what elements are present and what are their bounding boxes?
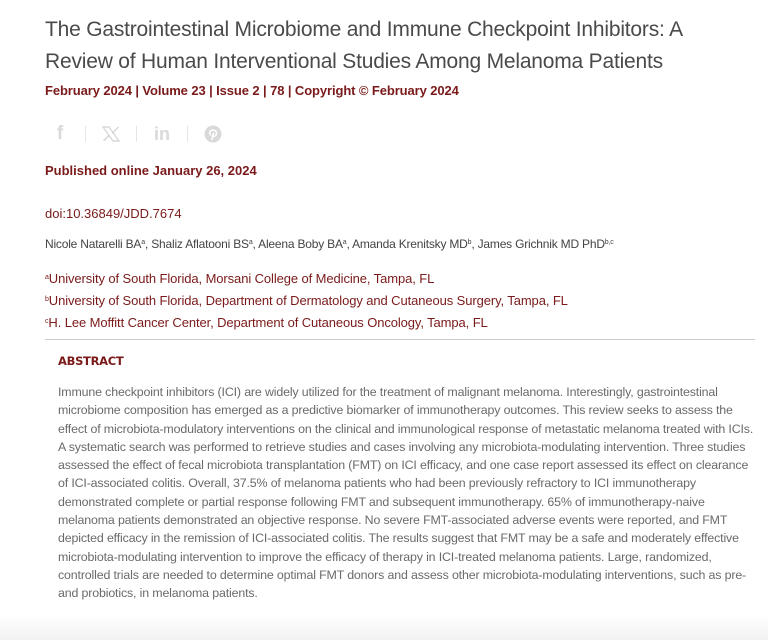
author-sup: a <box>141 239 145 246</box>
author-sup: b,c <box>604 239 614 246</box>
facebook-icon[interactable]: f <box>56 123 64 144</box>
pinterest-icon[interactable] <box>198 121 228 147</box>
author-name: Shaliz Aflatooni BS <box>151 237 249 251</box>
affiliations <box>45 267 568 333</box>
share-bar <box>45 121 228 147</box>
affiliation-item <box>45 311 568 333</box>
author-sup: a <box>342 239 347 246</box>
abstract-text: Immune checkpoint inhibitors (ICI) are widely utilized for the treatment of malignant melanoma. Interestingly, gastrointestinal microbiome composition has emerged as a predictive biomarker of immunotherapy outcomes. This review seeks to assess the effect of microbiota-modulatory interventions on the clinical and immunological response of metastatic melanoma treated with ICIs. A systematic search was performed to retrieve studies and cases involving any microbiota-modulating intervention. Three studies assessed the effect of fecal microbiota transplantation (FMT) on ICI efficacy, and one case report assessed its effect on clearance of ICI-associated colitis. Overall, 37.5% of melanoma patients who had been previously refractory to ICI immunotherapy demonstrated complete or partial response following FMT and subsequent immunotherapy. 65% of immunotherapy-naive melanoma patients demonstrated an objective response. No severe FMT-associated adverse events were reported, and FMT depicted efficacy in the remission of ICI-associated colitis. The results suggest that FMT may be a safe and moderately effective microbiota-modulating intervention to improve the efficacy of therapy in ICI-treated melanoma patients. Large, randomized, controlled trials are needed to determine optimal FMT donors and assess other microbiota-modulating interventions, such as pre- and probiotics, in melanoma patients. <box>58 385 754 601</box>
bottom-fade <box>0 615 768 640</box>
published-date: Published online January 26, 2024 <box>45 163 257 178</box>
affiliation-item <box>45 267 568 289</box>
divider <box>136 126 137 142</box>
divider <box>85 126 86 142</box>
author-sup: a <box>248 239 253 246</box>
affiliation-item <box>45 289 568 311</box>
author-name: James Grichnik MD PhD <box>477 237 605 251</box>
abstract-heading: ABSTRACT <box>58 354 124 368</box>
x-twitter-icon[interactable] <box>96 121 126 147</box>
author-list: Nicole Natarelli $BA^a$, Shaliz Aflatooni $BS^a$, Aleena Boby $BA^a$, Amanda Krenitsky $MD^b$, James Grichnik MD PhD$^{b,c}$ <box>45 237 614 251</box>
affiliation-sup: c <box>45 318 49 325</box>
affiliation-sup: a <box>45 274 49 281</box>
linkedin-icon[interactable]: in <box>154 123 170 144</box>
pinterest-icon <box>204 125 222 143</box>
author-name: Nicole Natarelli BA <box>45 237 142 251</box>
doi-link[interactable]: doi:10.36849/JDD.7674 <box>45 206 182 221</box>
author-sup: b <box>467 239 472 246</box>
affiliation-text: University of South Florida, Department of Dermatology and Cutaneous Surgery, Tampa, FL <box>48 293 568 308</box>
abstract-divider <box>45 339 755 340</box>
author-name: Aleena Boby BA <box>258 237 343 251</box>
affiliation-text: University of South Florida, Morsani College of Medicine, Tampa, FL <box>48 271 435 286</box>
issue-meta: February 2024 | Volume 23 | Issue 2 | 78 | Copyright © February 2024 <box>45 83 459 98</box>
author-name: Amanda Krenitsky MD <box>352 237 468 251</box>
divider <box>187 126 188 142</box>
affiliation-text: H. Lee Moffitt Cancer Center, Department of Cutaneous Oncology, Tampa, FL <box>48 315 488 330</box>
affiliation-sup: b <box>45 296 49 303</box>
article-title: The Gastrointestinal Microbiome and Immune Checkpoint Inhibitors: A Review of Human Interventional Studies Among Melanoma Patients <box>45 18 682 73</box>
x-twitter-icon <box>102 126 120 142</box>
